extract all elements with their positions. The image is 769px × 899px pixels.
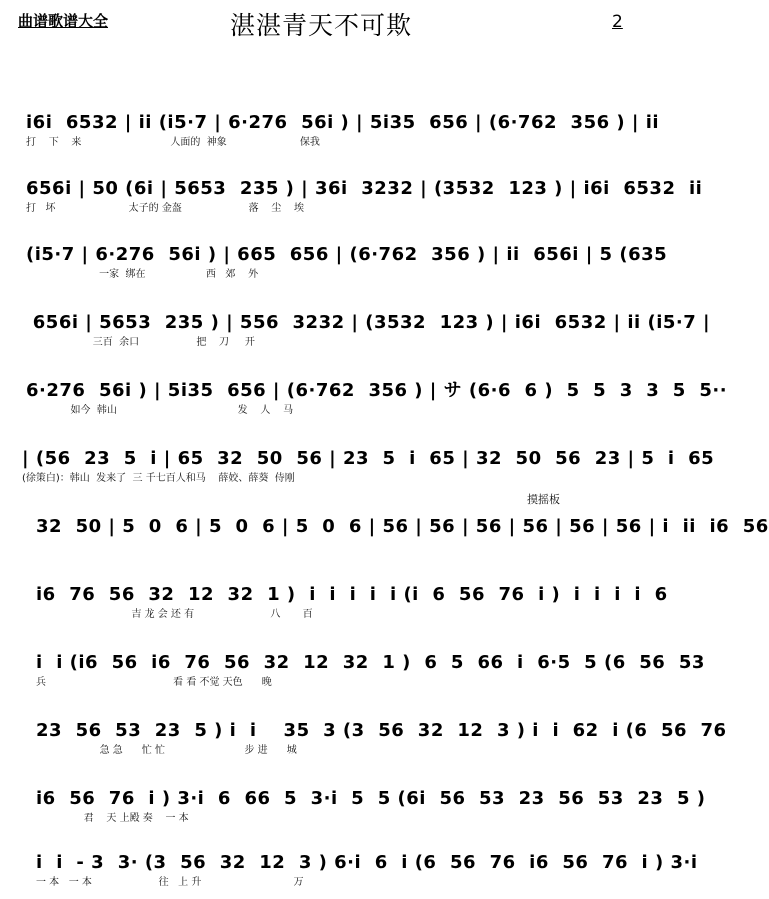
score-system bbox=[36, 516, 769, 541]
lyrics-line: 吉 龙 会 还 有 八 百 bbox=[36, 609, 313, 620]
lyrics-line: 打 坏 太子的 金盔 落 尘 埃 bbox=[26, 203, 305, 214]
score-system bbox=[26, 312, 711, 349]
notation-line: i i (i6 56 i6 76 56 32 12 32 1 ) 6 5 66 i 6·5 5 (6 56 53 bbox=[36, 652, 705, 673]
notation-line: 32 50 | 5 0 6 | 5 0 6 | 5 0 6 | 56 | 56 | 56 | 56 | 56 | 56 | i ii i6 56 bbox=[36, 516, 769, 537]
notation-line: i i - 3 3· (3 56 32 12 3 ) 6·i 6 i (6 56 76 i6 56 76 i ) 3·i bbox=[36, 852, 698, 873]
page-number: 2 bbox=[612, 12, 623, 32]
lyrics-line: 一家 绑在 西 郊 外 bbox=[26, 269, 259, 280]
banqiang-mark: 摸摇板 bbox=[527, 493, 560, 506]
lyrics-line: 三百 余口 把 刀 开 bbox=[26, 337, 255, 348]
notation-line: | (56 23 5 i | 65 32 50 56 | 23 5 i 65 | 32 50 56 23 | 5 i 65 bbox=[22, 448, 715, 469]
score-system bbox=[36, 788, 706, 825]
page-title: 湛湛青天不可欺 bbox=[230, 11, 413, 40]
notation-line: i6 76 56 32 12 32 1 ) i i i i i (i 6 56 76 i ) i i i i 6 bbox=[36, 584, 668, 605]
lyrics-line: 君 天 上殿 奏 一 本 bbox=[36, 813, 189, 824]
lyrics-line: (徐策白)：韩山 发来了 三 千七百人和马 薛姣、薛葵 侍刚 bbox=[22, 473, 295, 484]
notation-line: i6i 6532 | ii (i5·7 | 6·276 56i ) | 5i35 656 | (6·762 356 ) | ii bbox=[26, 112, 660, 133]
score-system bbox=[26, 178, 703, 215]
notation-line: 656i | 50 (6i | 5653 235 ) | 36i 3232 | (3532 123 ) | i6i 6532 ii bbox=[26, 178, 703, 199]
notation-line: 23 56 53 23 5 ) i i 35 3 (3 56 32 12 3 ) i i 62 i (6 56 76 bbox=[36, 720, 727, 741]
lyrics-line: 急 急 忙 忙 步 进 城 bbox=[36, 745, 297, 756]
lyrics-line: 兵 看 看 不觉 天色 晚 bbox=[36, 677, 272, 688]
score-system bbox=[26, 244, 666, 281]
notation-line: 6·276 56i ) | 5i35 656 | (6·762 356 ) | サ (6·6 6 ) 5 5 3 3 5 5·· bbox=[26, 380, 728, 401]
score-system bbox=[36, 652, 705, 689]
lyrics-line: 打 下 来 人面的 神象 保我 bbox=[26, 137, 320, 148]
score-system bbox=[36, 720, 727, 757]
score-system bbox=[36, 584, 676, 621]
lyrics-line: 一 本 一 本 往 上 升 万 bbox=[36, 877, 304, 888]
site-name: 曲谱歌谱大全 bbox=[18, 12, 109, 30]
score-system bbox=[26, 380, 728, 417]
notation-line: i6 56 76 i ) 3·i 6 66 5 3·i 5 5 (6i 56 53 23 56 53 23 5 ) bbox=[36, 788, 706, 809]
notation-line: 656i | 5653 235 ) | 556 3232 | (3532 123 ) | i6i 6532 | ii (i5·7 | bbox=[26, 312, 711, 333]
lyrics-line: 如今 韩山 发 人 马 bbox=[26, 405, 294, 416]
score-system bbox=[26, 112, 666, 149]
score-system bbox=[22, 448, 715, 485]
notation-line: (i5·7 | 6·276 56i ) | 665 656 | (6·762 356 ) | ii 656i | 5 (635 bbox=[26, 244, 668, 265]
score-system bbox=[36, 852, 698, 889]
